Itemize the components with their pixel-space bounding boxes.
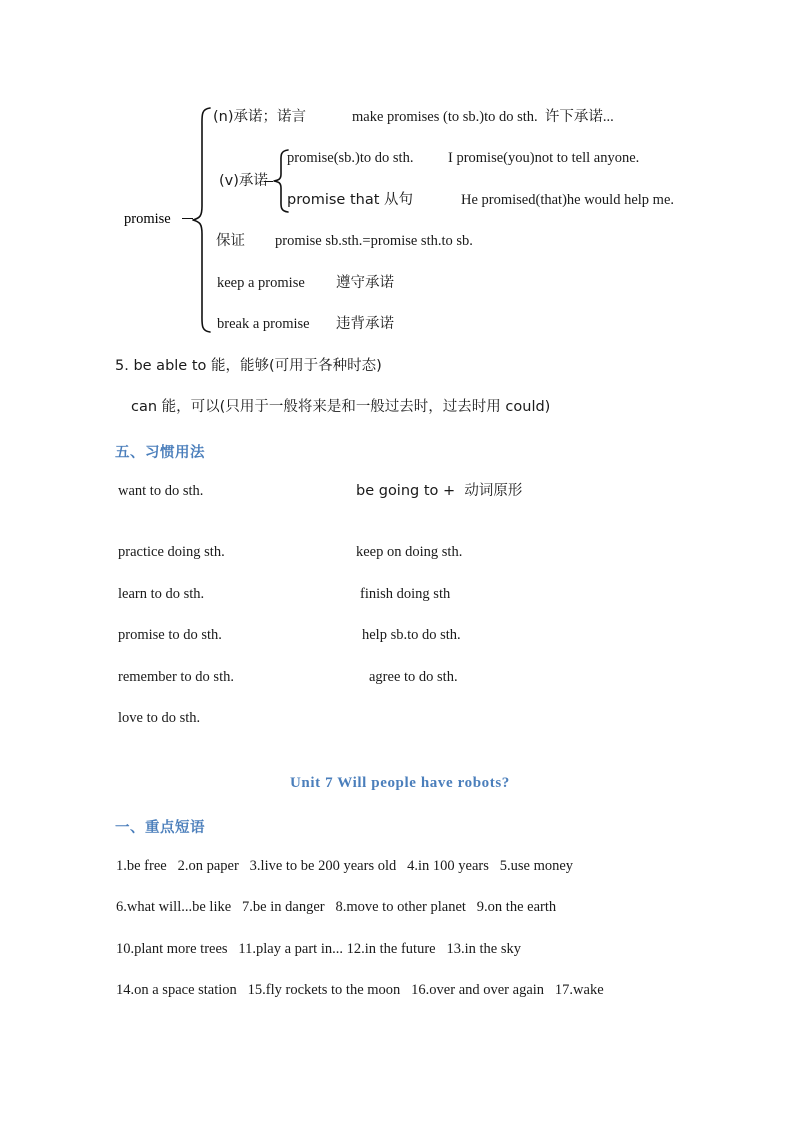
usage-row-right: keep on doing sth. [356,544,463,560]
branch-noun-pos: (n)承诺；诺言 [213,109,307,125]
branch-guarantee-example: promise sb.sth.=promise sth.to sb. [275,233,473,249]
phrase-line: 1.be free 2.on paper 3.live to be 200 years old 4.in 100 years 5.use money [116,858,574,874]
usage-row-left: want to do sth. [118,483,204,499]
branch-keep-phrase: keep a promise [217,275,305,291]
branch-verb-pos: (v)承诺 [219,173,268,189]
unit7-title: Unit 7 Will people have robots? [290,775,510,791]
item5-line1: 5. be able to 能，能够(可用于各种时态) [115,358,382,374]
section-five-heading: 五、习惯用法 [115,445,205,461]
usage-row-left: remember to do sth. [118,669,234,685]
unit7-phrases-heading: 一、重点短语 [115,820,205,836]
usage-row-left: love to do sth. [118,710,201,726]
phrase-line: 10.plant more trees 11.play a part in... 12.in the future 13.in the sky [116,941,521,957]
usage-row-left: practice doing sth. [118,544,225,560]
item5-line2: can 能，可以(只用于一般将来是和一般过去时，过去时用 could) [131,399,551,415]
verb-example-1: I promise(you)not to tell anyone. [448,150,640,166]
branch-noun-example: make promises (to sb.)to do sth. 许下承诺... [352,109,614,125]
phrase-line: 14.on a space station 15.fly rockets to the moon 16.over and over again 17.wake [116,982,604,998]
usage-row-right: finish doing sth [360,586,451,602]
outer-brace [190,106,214,334]
verb-pattern-1: promise(sb.)to do sth. [287,150,414,166]
branch-keep-meaning: 遵守承诺 [336,275,394,291]
verb-pattern-2: promise that 从句 [287,192,414,208]
usage-row-right: help sb.to do sth. [362,627,461,643]
usage-row-right: agree to do sth. [369,669,458,685]
diagram-root-label: promise [124,211,171,227]
branch-break-phrase: break a promise [217,316,310,332]
usage-row-left: promise to do sth. [118,627,222,643]
branch-guarantee-pos: 保证 [216,233,245,249]
verb-example-2: He promised(that)he would help me. [461,192,675,208]
usage-row-left: learn to do sth. [118,586,205,602]
branch-break-meaning: 违背承诺 [336,316,394,332]
phrase-line: 6.what will...be like 7.be in danger 8.move to other planet 9.on the earth [116,899,557,915]
usage-row-right: be going to + 动词原形 [356,483,523,499]
